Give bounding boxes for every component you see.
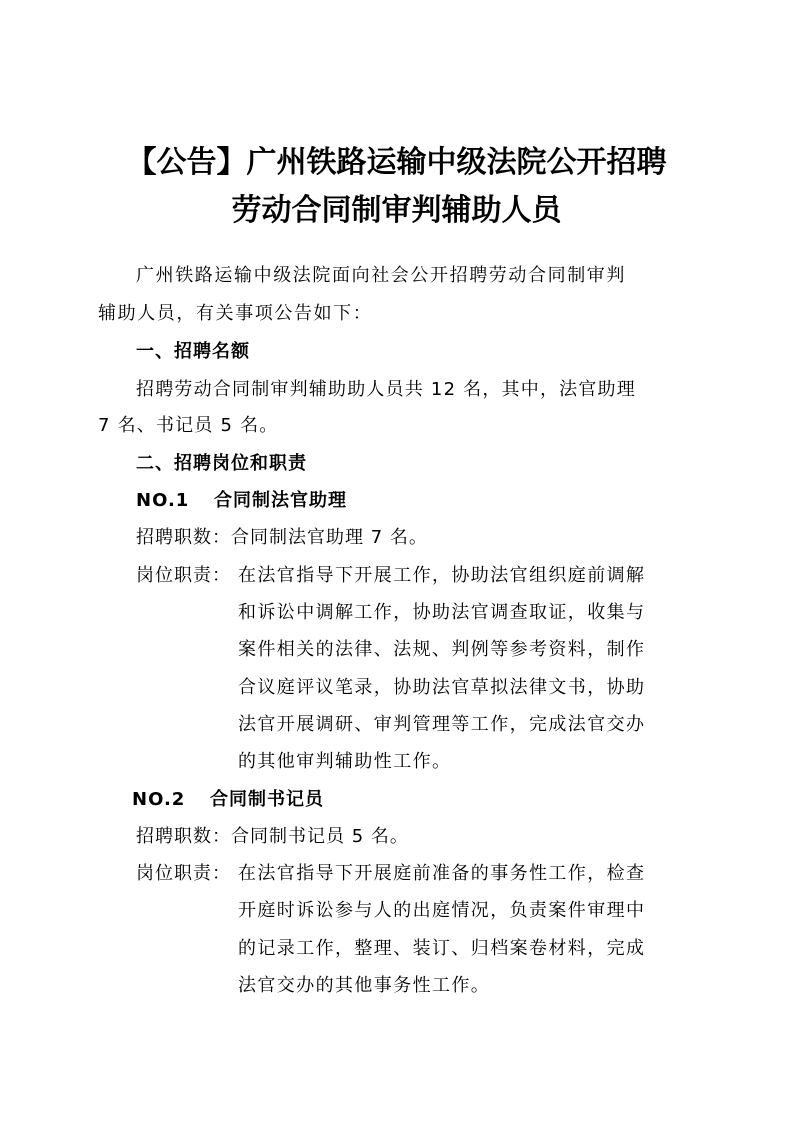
section-1-line-2: 7 名、书记员 5 名。 (98, 415, 279, 436)
position-2-number: NO.2 (132, 789, 186, 810)
section-1-line-1: 招聘劳动合同制审判辅助助人员共 12 名，其中，法官助理 (136, 379, 636, 400)
position-1-duty-line-6: 的其他审判辅助性工作。 (238, 751, 452, 772)
notice-title-line-2: 劳动合同制审判辅助人员 (231, 193, 562, 228)
position-2-count: 招聘职数：合同制书记员 5 名。 (136, 826, 409, 847)
position-1-count: 招聘职数：合同制法官助理 7 名。 (136, 527, 428, 548)
position-1-duty-line-1: 在法官指导下开展工作，协助法官组织庭前调解 (238, 565, 646, 586)
position-1-name: 合同制法官助理 (214, 490, 347, 511)
section-2-heading: 二、招聘岗位和职责 (136, 453, 307, 474)
position-1-number: NO.1 (136, 490, 190, 511)
position-2-duty-line-4: 法官交办的其他事务性工作。 (238, 975, 491, 996)
notice-title-line-1: 【公告】广州铁路运输中级法院公开招聘 (126, 145, 667, 180)
position-2-duty-line-3: 的记录工作，整理、装订、归档案卷材料，完成 (238, 938, 646, 959)
position-2-duty-line-1: 在法官指导下开展庭前准备的事务性工作，检查 (238, 863, 646, 884)
position-1-duty-line-3: 案件相关的法律、法规、判例等参考资料，制作 (238, 639, 646, 660)
position-1-title (136, 489, 347, 513)
intro-line-1: 广州铁路运输中级法院面向社会公开招聘劳动合同制审判 (136, 265, 626, 286)
position-1-duty-label: 岗位职责： (136, 565, 231, 586)
position-2-title (132, 788, 324, 812)
position-1-duty-line-2: 和诉讼中调解工作，协助法官调查取证，收集与 (238, 602, 646, 623)
position-2-duty-line-2: 开庭时诉讼参与人的出庭情况，负责案件审理中 (238, 900, 646, 921)
position-1-duty-line-5: 法官开展调研、审判管理等工作，完成法官交办 (238, 714, 646, 735)
intro-line-2: 辅助人员，有关事项公告如下： (98, 303, 373, 324)
position-2-duty-label: 岗位职责： (136, 863, 231, 884)
position-1-duty-line-4: 合议庭评议笔录，协助法官草拟法律文书，协助 (238, 677, 646, 698)
section-1-heading: 一、招聘名额 (136, 341, 250, 362)
position-2-name: 合同制书记员 (210, 789, 324, 810)
